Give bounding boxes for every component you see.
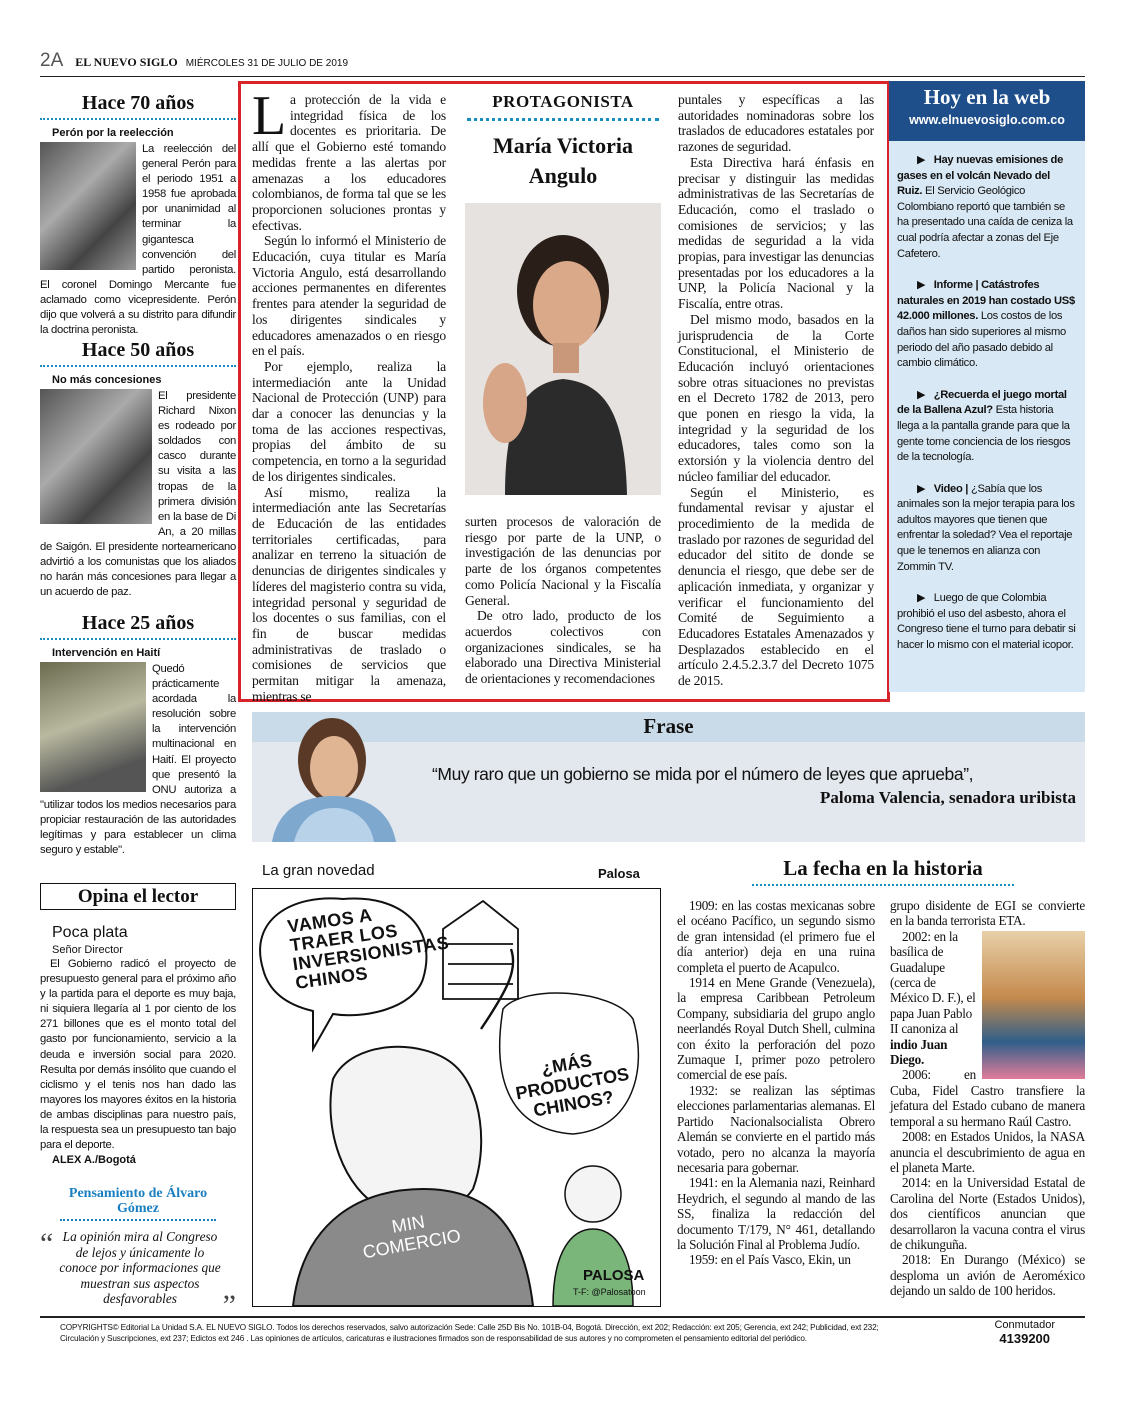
hace50-text: El presidente Richard Nixon es rodeado por soldados con casco durante su visita a las tropas de la primera división en la base de Di An, a 20 millas de Saigón. El presidente norteamericano advirtió a los comunistas que los aliados no harán más concesiones para llegar a un acuerdo de paz. bbox=[40, 390, 236, 599]
web-item-3-text: Esta historia llega a la pantalla grande para que la gente tome conciencia de los riesgos de la tecnología. bbox=[897, 404, 1071, 464]
publication-name: EL NUEVO SIGLO bbox=[75, 55, 178, 69]
article-p10: Según el Ministerio, es fundamental revisar y ajustar el procedimiento de la medida de traslado por razones de seguridad del educador del sitito de donde se denuncia el riesgo, que debe ser de aplicación inmediata, y organizar y verificar el funcionamiento del Comité de Seguimiento a Educadores Estatales Amenazados y Desplazados establecido en el artículo 2.4.5.2.3.7 del Decreto 1075 de 2015. bbox=[678, 484, 874, 689]
article-p3: Por ejemplo, realiza la intermediación ante la Unidad Nacional de Protección (UNP) para dar a conocer las denuncias y la toma de las acciones respectivas, propias del ámbito de su competencia, en torno a la seguridad de los dirigentes sindicales. bbox=[252, 358, 446, 484]
arrow-icon: ▶ bbox=[917, 154, 934, 166]
article-column-1 bbox=[252, 85, 446, 704]
hace25-section bbox=[40, 612, 236, 858]
opina-title-box bbox=[40, 883, 236, 910]
protagonista-name: María Victoria Angulo bbox=[493, 133, 633, 188]
historia-1914: 1914 en Mene Grande (Venezuela), la empresa Caribbean Petroleum Company, subsidiaria del grupo anglo neerlandés Royal Dutch Shell, culmina con éxito la perforación del pozo Zumaque I, primer pozo petrolero comercial de ese país. bbox=[677, 975, 875, 1083]
caricature-label: MIN COMERCIO bbox=[361, 1211, 463, 1263]
page-footer bbox=[40, 1316, 1085, 1346]
haiti-photo bbox=[40, 662, 146, 792]
historia-column-2 bbox=[890, 898, 1085, 1299]
opina-section bbox=[40, 924, 236, 1166]
angulo-photo bbox=[465, 203, 661, 495]
web-item-2-bold: Informe | Catástrofes naturales en 2019 han costado US$ 42.000 millones. bbox=[897, 279, 1075, 323]
frase-title: Frase bbox=[643, 714, 694, 738]
article-column-3 bbox=[678, 92, 874, 689]
historia-2008: 2008: en Estados Unidos, la NASA anuncia el descubrimiento de agua en el planeta Marte. bbox=[890, 1129, 1085, 1175]
open-quote-icon: “ bbox=[40, 1227, 54, 1260]
valencia-portrait-svg bbox=[254, 700, 404, 842]
caricature-author: Palosa bbox=[598, 866, 640, 881]
article-p6: De otro lado, producto de los acuerdos colectivos con organizaciones sindicales, se ha elaborado una Directiva Ministerial de orientaciones y recomendaciones bbox=[465, 608, 661, 687]
footer-line-2: Circulación y Suscripciones, ext 237; Edictos ext 246 . Las opiniones de artículos, caricaturas e ilustraciones firmados son de responsabilidad de sus autores y no comprometen el pensamiento editorial del periódico. bbox=[60, 1333, 807, 1343]
caricature-bubble-1: VAMOS A TRAER LOS INVERSIONISTAS CHINOS bbox=[286, 904, 451, 993]
hace50-subtitle: No más concesiones bbox=[52, 374, 162, 386]
historia-2018: 2018: En Durango (México) se desploma un avión de Aeroméxico dejando un saldo de 100 heridos. bbox=[890, 1252, 1085, 1299]
caricature-panel bbox=[252, 888, 661, 1307]
article-p7: puntales y específicas a las autoridades nominadoras sobre los traslados de educadores estatales por razones de seguridad. bbox=[678, 92, 874, 155]
caricature-credit: T-F: @Palosatoon bbox=[573, 1287, 646, 1297]
web-item-3-bold: ¿Recuerda el juego mortal de la Ballena Azul? bbox=[897, 388, 1067, 417]
opina-title: Opina el lector bbox=[77, 886, 199, 907]
close-quote-icon: ” bbox=[222, 1288, 236, 1322]
frase-author: Paloma Valencia, senadora uribista bbox=[820, 788, 1076, 807]
historia-2014: 2014: en la Universidad Estatal de Carolina del Norte (Estados Unidos), dos científicos anuncian que desarrollaron la vacuna contra el virus de chikunguña. bbox=[890, 1175, 1085, 1252]
web-item-4-text: ¿Sabía que los animales son la mejor terapia para los adultos mayores que tienen que enfrentar la soledad? Vea el reportaje que le tenemos en alianza con Zommin TV. bbox=[897, 482, 1075, 573]
article-p9: Del mismo modo, basados en la jurisprudencia de la Corte Constitucional, el Ministerio de Educación incluyó orientaciones sobre otras situaciones no previstas en el Decreto 1782 de 2013, pero que ponen en riesgo la vida, la integridad y la seguridad de los educadores, tales como son la extorsión y la violencia dentro del núcleo familiar del educador. bbox=[678, 311, 874, 484]
web-item-1[interactable] bbox=[889, 153, 1085, 262]
caricature-bubble-2: ¿MÁS PRODUCTOS CHINOS? bbox=[514, 1050, 631, 1121]
arrow-icon: ▶ bbox=[917, 592, 934, 605]
historia-1959: 1959: en el País Vasco, Ekin, un bbox=[689, 1252, 851, 1268]
article-p5: surten procesos de valoración de riesgo por parte de la UNP, o investigación de las denuncias por parte de los órganos competentes como Policía Nacional y la Fiscalía General. bbox=[465, 514, 661, 608]
web-box bbox=[889, 81, 1085, 692]
angulo-portrait-svg bbox=[465, 203, 661, 495]
historia-2006: 2006: en Cuba, Fidel Castro transfiere la jefatura del Estado cubano de manera temporal a su hermano Raúl Castro. bbox=[890, 1067, 1085, 1129]
juan-diego-image bbox=[982, 931, 1085, 1079]
page-number: 2A bbox=[40, 50, 64, 71]
web-item-3[interactable] bbox=[889, 388, 1085, 466]
historia-column-1 bbox=[677, 898, 875, 1268]
article-column-2 bbox=[465, 514, 661, 687]
nixon-photo bbox=[40, 389, 152, 524]
page-header bbox=[40, 50, 1085, 77]
historia-1941: 1941: en la Alemania nazi, Reinhard Heydrich, el segundo al mando de las SS, finaliza la redacción del documento T/179, N° 461, detallando la Solución Final al Problema Judío. bbox=[677, 1175, 875, 1252]
web-item-4-bold: Video | bbox=[933, 482, 969, 495]
footer-line-1: COPYRIGHTS© Editorial La Unidad S.A. EL NUEVO SIGLO. Todos los derechos reservados, salvo autorización Sede: Calle 25D Bis No. 101B-04, Bogotá. Dirección, ext 202; Redacción: ext 205; Gerencia, ext 242; Publicidad, ext 232; bbox=[60, 1323, 879, 1332]
frase-quote: “Muy raro que un gobierno se mida por el número de leyes que aprueba”, bbox=[432, 764, 974, 784]
historia-1909: 1909: en las costas mexicanas sobre el océano Pacífico, un segundo sismo de gran intensidad (el primero fue el día anterior) deja en una ruina completa el puerto de Acapulco. bbox=[677, 898, 875, 975]
web-item-1-text: El Servicio Geológico Colombiano reportó que también se ha presentado una caída de ceniza la cual podría afectar a zonas del Eje Cafetero. bbox=[897, 185, 1073, 260]
opina-text: El Gobierno radicó el proyecto de presupuesto general para el próximo año y la partida para el deporte es muy baja, ni siquiera llegaría al 1 por ciento de los 271 billones que es el monto total del gasto por funcionamiento, servicio a la deuda e inversión social para 2020. Resulta por demás insólito que cuando el ciclismo y el tenis nos han dado las mayores los mayores éxitos en la historia de ambas disciplinas para nuestro país, la respuesta sea un presupuesto tan bajo para el deporte. bbox=[40, 958, 236, 1152]
historia-title: La fecha en la historia bbox=[752, 856, 1014, 886]
caricature-signature: PALOSA bbox=[583, 1267, 645, 1284]
issue-date: MIÉRCOLES 31 DE JULIO DE 2019 bbox=[185, 58, 349, 69]
conmutador-label: Conmutador bbox=[994, 1319, 1055, 1331]
historia-1932: 1932: se realizan las séptimas elecciones parlamentarias alemanas. El Partido Nacionalsocialista Obrero Alemán se convierte en el partido más votado, pero no alcanza la mayoría necesaria para gobernar. bbox=[677, 1082, 875, 1175]
protagonista-kicker: PROTAGONISTA bbox=[492, 92, 634, 111]
opina-heading: Poca plata bbox=[52, 924, 128, 941]
hace25-title: Hace 25 años bbox=[40, 612, 236, 640]
web-url[interactable]: www.elnuevosiglo.com.co bbox=[909, 113, 1065, 127]
hace25-subtitle: Intervención en Haití bbox=[52, 647, 161, 659]
peron-photo bbox=[40, 142, 136, 270]
protagonista-header bbox=[465, 92, 661, 191]
pensamiento-quote: La opinión mira al Congreso de lejos y únicamente lo conoce por informaciones que muestran sus aspectos desfavorables bbox=[59, 1229, 221, 1306]
caricature-title: La gran novedad bbox=[262, 862, 375, 879]
web-item-2-text: Los costos de los daños han sido superiores al mismo periodo del año pasado debido al cambio climático. bbox=[897, 310, 1066, 370]
hace25-text: Quedó prácticamente acordada la resolución sobre la intervención multinacional en Haití. El proyecto que presentó la ONU autoriza a "utilizar todos los medios necesarios para propiciar restauración de las autoridades legítimas y para establecer un clima seguro y estable". bbox=[40, 663, 236, 857]
footer-copyright bbox=[60, 1323, 960, 1344]
kicker-divider bbox=[467, 118, 659, 121]
arrow-icon: ▶ bbox=[917, 279, 934, 292]
arrow-icon: ▶ bbox=[917, 388, 934, 401]
hace50-section bbox=[40, 339, 236, 600]
opina-salutation: Señor Director bbox=[52, 944, 123, 956]
article-p8: Esta Directiva hará énfasis en precisar y distinguir las medidas administrativas de las Secretarías de Educación, como el traslado o comisiones de servicios; y las medidas de seguridad a la vida propias, para investigar las denuncias presentadas por los educadores a la UNP, la Policía Nacional y la Fiscalía, entre otras. bbox=[678, 154, 874, 312]
web-item-1-bold: Hay nuevas emisiones de gases en el volcán Nevado del Ruiz. bbox=[897, 154, 1064, 198]
hace70-text: La reelección del general Perón para el periodo 1951 a 1958 fue aprobada por unanimidad al terminar la gigantesca convención del partido peronista. El coronel Domingo Mercante fue aclamado como vicepresidente. Perón dijo que volverá a su distrito para difundir la doctrina peronista. bbox=[40, 143, 236, 337]
conmutador-block bbox=[994, 1319, 1055, 1346]
valencia-photo bbox=[254, 700, 404, 842]
hace50-title: Hace 50 años bbox=[40, 339, 236, 367]
web-title-bar bbox=[889, 81, 1085, 141]
historia-eta: grupo disidente de EGI se convierte en la banda terrorista ETA. bbox=[890, 898, 1085, 929]
hace70-title: Hace 70 años bbox=[40, 92, 236, 120]
arrow-icon: ▶ bbox=[917, 482, 934, 495]
web-item-5-text: Luego de que Colombia prohibió el uso del asbesto, ahora el Congreso tiene el turno para debatir si hacer lo mismo con el material icopor. bbox=[897, 592, 1076, 652]
dropcap: L bbox=[252, 85, 287, 147]
web-item-5[interactable] bbox=[889, 591, 1085, 653]
opina-signature: ALEX A./Bogotá bbox=[52, 1154, 136, 1167]
article-p2: Según lo informó el Ministerio de Educación, cuya titular es María Victoria Angulo, está desarrollando acciones permanentes en diferentes frentes para atender la seguridad de los dirigentes sindicales y educadores amenazados o en riesgo en el país. bbox=[252, 233, 446, 359]
historia-2002-text: 2002: en la basílica de Guadalupe (cerca de México D. F.), el papa Juan Pablo II canoniza al bbox=[890, 928, 976, 1037]
hace70-subtitle: Perón por la reelección bbox=[52, 127, 174, 139]
web-title: Hoy en la web bbox=[923, 85, 1051, 109]
web-item-4[interactable] bbox=[889, 482, 1085, 576]
conmutador-number: 4139200 bbox=[999, 1331, 1051, 1346]
pensamiento-title: Pensamiento de Álvaro Gómez bbox=[60, 1186, 216, 1221]
web-item-2[interactable] bbox=[889, 278, 1085, 372]
article-p4: Así mismo, realiza la intermediación ante las Secretarías de Educación de las entidades territoriales certificadas, para analizar en terreno la situación de denuncias de dirigentes sindicales y líderes del magisterio contra su vida, integridad personal y seguridad de los docentes o sus familias, con el fin de buscar medidas administrativas de traslado o comisiones de servicios que permitan mitigar la amenaza, mientras se bbox=[252, 484, 446, 704]
historia-2002-bold: indio Juan Diego. bbox=[890, 1036, 948, 1068]
pensamiento-section bbox=[40, 1186, 236, 1322]
hace70-section bbox=[40, 92, 236, 338]
article-p1: a protección de la vida e integridad física de los docentes es prioritaria. De allí que el Gobierno esté tomando medidas frente a las alertas por amenazas a los educadores colombianos, de forma tal que se les proporcionen soluciones prontas y efectivas. bbox=[252, 92, 446, 233]
